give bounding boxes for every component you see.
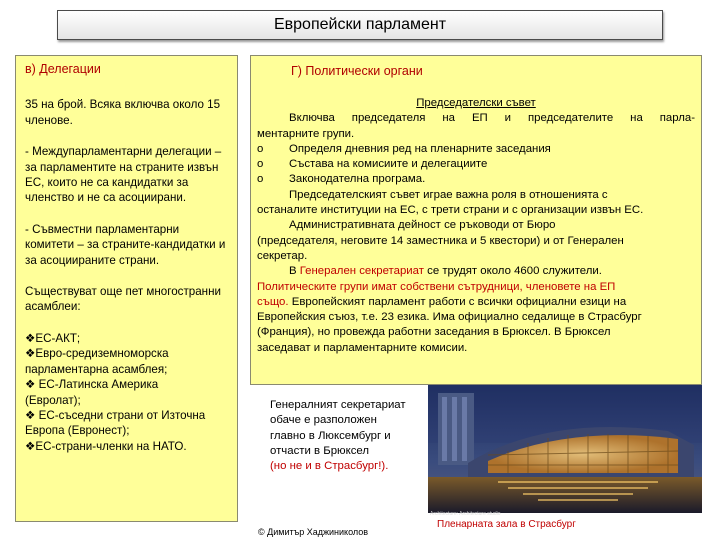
highlighted-text: също. bbox=[257, 295, 289, 308]
slide-title-box bbox=[57, 10, 663, 40]
bullet-circle-icon: o bbox=[257, 158, 264, 171]
list-item bbox=[257, 157, 695, 172]
text-line: Административната дейност се ръководи от Бюро bbox=[289, 219, 556, 232]
strasbourg-parliament-photo bbox=[428, 385, 702, 513]
text-line bbox=[257, 264, 695, 279]
text-line: отчасти в Брюксел bbox=[270, 444, 369, 457]
delegations-count: 35 на брой. Всяка включва около 15 членове. bbox=[25, 98, 221, 127]
highlighted-text: (но не и в Страсбург!). bbox=[270, 460, 389, 473]
list-item: (Евролат); bbox=[25, 393, 81, 407]
interparliamentary-delegations: - Междупарламентарни делегации – за парламентите на страните извън ЕС, които не са кандидатки за членство и не са асоциирани. bbox=[25, 145, 222, 205]
highlighted-text: Генерален секретариат bbox=[299, 265, 424, 278]
secretariat-note bbox=[270, 398, 430, 474]
text-line: Генералният секретариат bbox=[270, 399, 406, 411]
list-item-text: Законодателна програма. bbox=[289, 173, 426, 186]
political-bodies-body bbox=[257, 96, 695, 356]
highlighted-text: Политическите групи имат собствени сътрудници, членовете на ЕП bbox=[257, 280, 616, 293]
list-item: ❖Евро-средиземноморска bbox=[25, 347, 169, 361]
delegations-heading: в) Делегации bbox=[25, 62, 101, 76]
list-item-text: Определя дневния ред на пленарните заседания bbox=[289, 142, 551, 155]
bullet-circle-icon: o bbox=[257, 142, 264, 155]
political-bodies-heading: Г) Политически органи bbox=[291, 64, 423, 78]
political-bodies-panel bbox=[250, 55, 702, 385]
text-line: Включва председателя на ЕП и председателите на парла- bbox=[289, 112, 695, 125]
list-item bbox=[257, 142, 695, 157]
text-line: ментарните групи. bbox=[257, 127, 355, 140]
text-line: (председателя, неговите 14 заместника и 5 квестори) и от Генерален bbox=[257, 234, 624, 247]
conference-of-presidents-title: Председателски съвет bbox=[416, 97, 536, 109]
list-item: ❖ ЕС-Латинска Америка bbox=[25, 378, 159, 392]
delegations-panel bbox=[15, 55, 238, 522]
photo-credit: Architecture: Architecture studio bbox=[430, 511, 501, 517]
text-line: (Франция), но провежда работни заседания в Брюксел. В Брюксел bbox=[257, 326, 611, 339]
list-item: ❖ЕС-АКТ; bbox=[25, 331, 81, 345]
text-line: Европейския съюз, т.е. 23 езика. Има официално седалище в Страсбург bbox=[257, 311, 642, 324]
photo-caption: Пленарната зала в Страсбург bbox=[437, 519, 576, 530]
list-item: парламентарна асамблея; bbox=[25, 362, 168, 376]
text-line: главно в Люксембург и bbox=[270, 429, 391, 442]
joint-committees: - Съвместни парламентарни комитети – за страните-кандидатки и за асоциираните страни. bbox=[25, 222, 226, 267]
text-line bbox=[257, 295, 695, 310]
text-line: заседават и парламентарните комисии. bbox=[257, 341, 468, 354]
parliament-building-image bbox=[428, 385, 702, 513]
list-item: ❖ ЕС-съседни страни от Източна bbox=[25, 408, 206, 422]
list-item bbox=[257, 172, 695, 187]
list-item: ❖ЕС-страни-членки на НАТО. bbox=[25, 439, 187, 453]
slide-title: Европейски парламент bbox=[273, 16, 447, 33]
copyright-note: © Димитър Хаджиниколов bbox=[258, 527, 369, 537]
assemblies-list bbox=[25, 331, 228, 454]
text-fragment: се трудят около 4600 служители. bbox=[423, 265, 602, 278]
text-line: обаче е разположен bbox=[270, 414, 377, 427]
bullet-circle-icon: o bbox=[257, 173, 264, 186]
text-fragment: Европейският парламент работи с всички официални езици на bbox=[288, 295, 627, 308]
list-item: Европа (Евронест); bbox=[25, 424, 130, 438]
text-line: останалите институции на ЕС, с трети страни и с организации извън ЕС. bbox=[257, 204, 644, 217]
assemblies-intro: Съществуват още пет многостранни асамблеи: bbox=[25, 285, 221, 314]
text-line: Председателският съвет играе важна роля в отношенията с bbox=[289, 188, 608, 201]
list-item-text: Състава на комисиите и делегациите bbox=[289, 158, 488, 171]
text-fragment: В bbox=[289, 265, 300, 278]
text-line: секретар. bbox=[257, 249, 308, 262]
